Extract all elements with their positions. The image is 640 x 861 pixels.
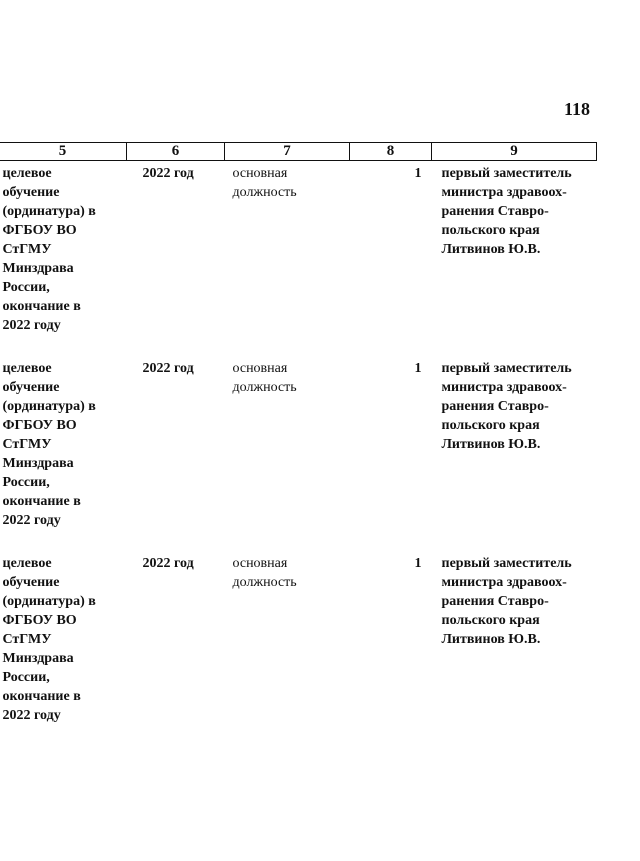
column-header-5: 5 [0,143,127,161]
count-cell: 1 [414,361,422,376]
count-cell: 1 [414,556,422,571]
column-header-9: 9 [432,143,597,161]
year-cell: 2022 год [142,361,194,376]
position-cell: основная должность [232,556,297,590]
table-header-row [0,143,597,161]
responsible-cell: первый заместитель министра здравоох- ранения Ставро- польского края Литвинов Ю.В. [441,556,572,647]
data-table [0,142,597,746]
column-header-6: 6 [127,143,225,161]
responsible-cell: первый заместитель министра здравоох- ранения Ставро- польского края Литвинов Ю.В. [441,166,572,257]
training-cell: целевое обучение (ординатура) в ФГБОУ ВО СтГМУ Минздрава России, окончание в 2022 году [2,166,96,333]
column-header-7: 7 [225,143,350,161]
year-cell: 2022 год [142,166,194,181]
column-header-8: 8 [350,143,432,161]
training-cell: целевое обучение (ординатура) в ФГБОУ ВО СтГМУ Минздрава России, окончание в 2022 году [2,361,96,528]
table-row [0,551,597,746]
year-cell: 2022 год [142,556,194,571]
training-cell: целевое обучение (ординатура) в ФГБОУ ВО СтГМУ Минздрава России, окончание в 2022 году [2,556,96,723]
page-number: 118 [563,99,590,119]
responsible-cell: первый заместитель министра здравоох- ранения Ставро- польского края Литвинов Ю.В. [441,361,572,452]
table-row [0,161,597,357]
position-cell: основная должность [232,166,297,200]
table-row [0,356,597,551]
position-cell: основная должность [232,361,297,395]
count-cell: 1 [414,166,422,181]
